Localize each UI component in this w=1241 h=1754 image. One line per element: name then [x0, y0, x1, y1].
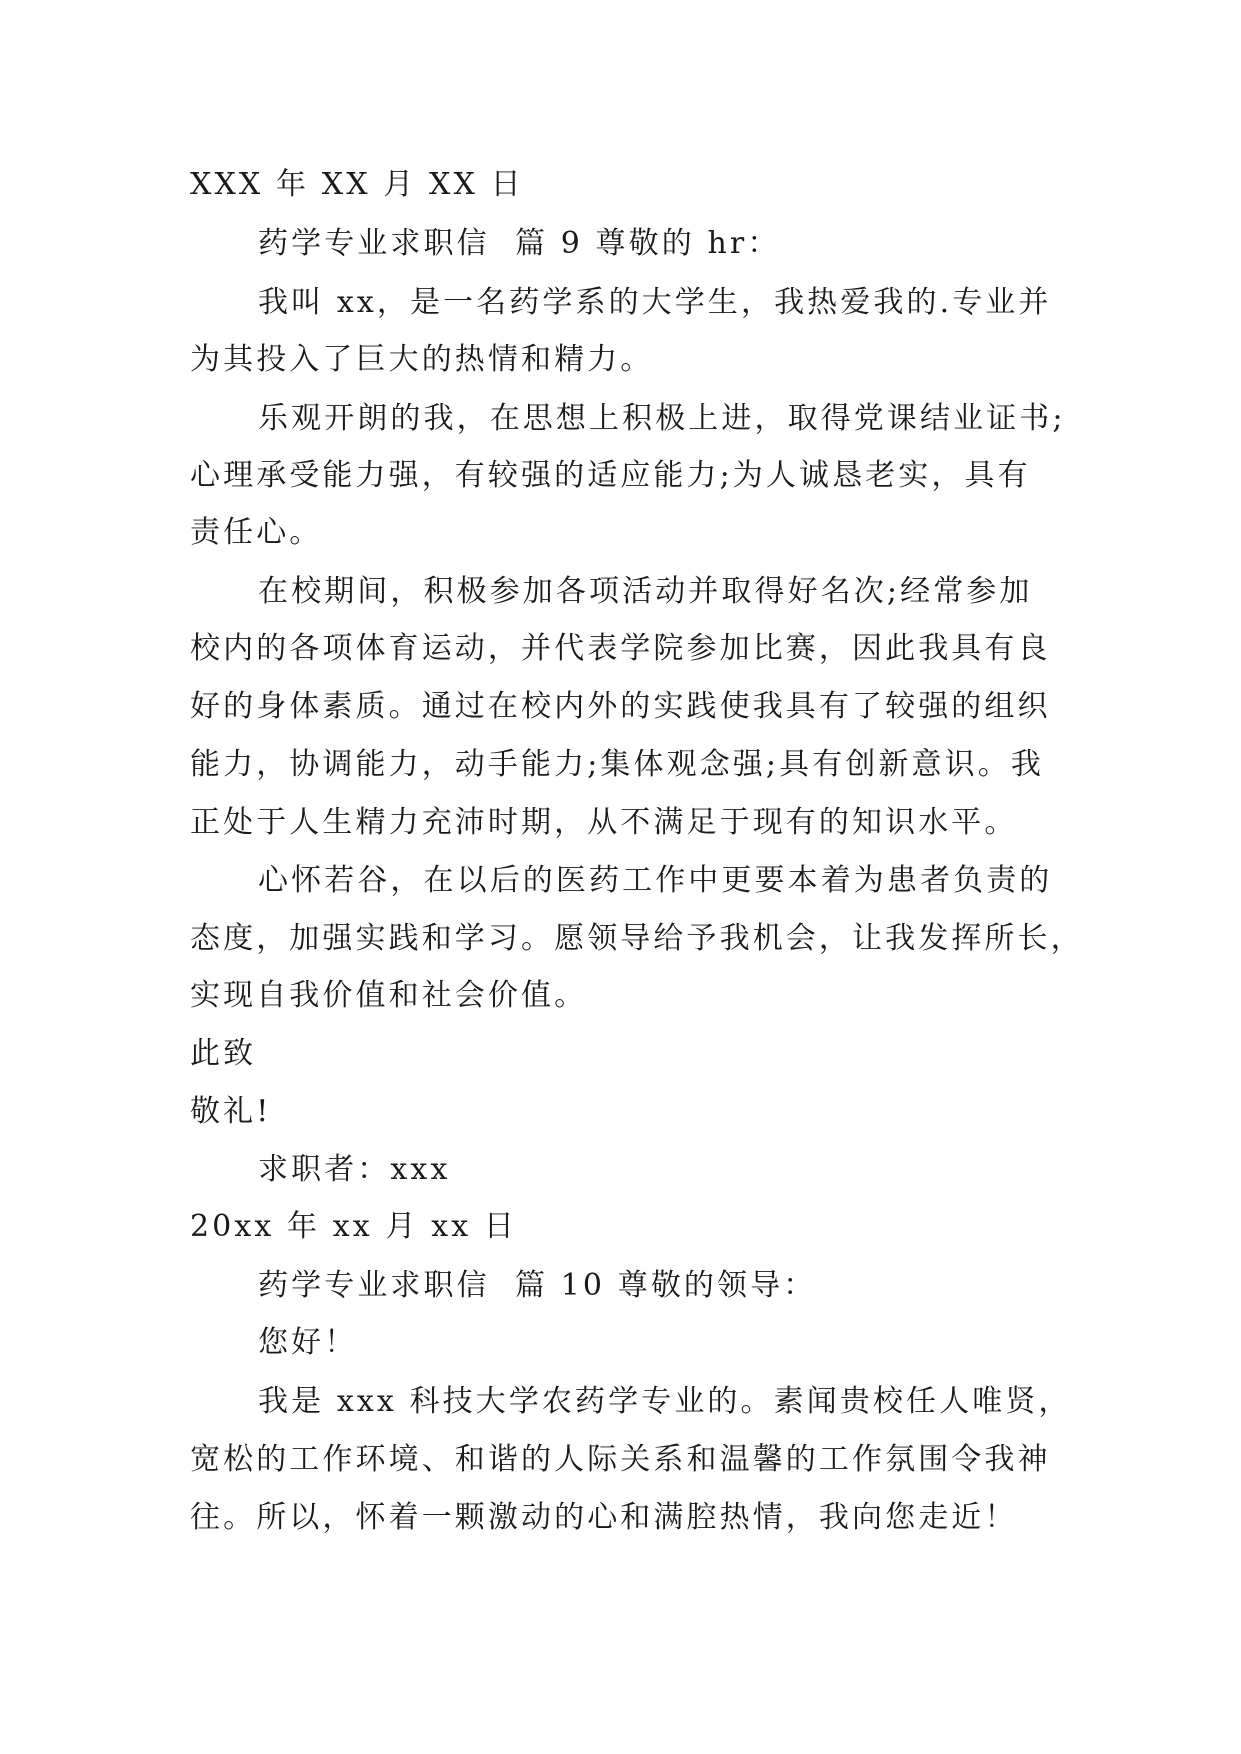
signature-date: 20xx 年 xx 月 xx 日 [190, 1209, 517, 1244]
paragraph-line: 心理承受能力强，有较强的适应能力;为人诚恳老实，具有 [190, 458, 1031, 493]
closing-salute: 敬礼! [190, 1094, 272, 1129]
signature-line: 求职者：xxx [258, 1152, 451, 1187]
paragraph-line: 责任心。 [190, 515, 323, 550]
date-line: XXX 年 XX 月 XX 日 [190, 167, 524, 202]
paragraph-line: 好的身体素质。通过在校内外的实践使我具有了较强的组织 [190, 689, 1051, 724]
paragraph-line: 我是 xxx 科技大学农药学专业的。素闻贵校任人唯贤， [258, 1384, 1072, 1419]
paragraph-line: 能力，协调能力，动手能力;集体观念强;具有创新意识。我 [190, 747, 1044, 782]
closing-line: 此致 [190, 1036, 257, 1071]
paragraph-line: 往。所以，怀着一颗激动的心和满腔热情，我向您走近！ [190, 1500, 1018, 1535]
paragraph-line: 在校期间，积极参加各项活动并取得好名次;经常参加 [258, 574, 1033, 609]
paragraph-line: 心怀若谷，在以后的医药工作中更要本着为患者负责的 [258, 863, 1053, 898]
paragraph-line: 实现自我价值和社会价值。 [190, 978, 588, 1013]
greeting-line: 您好！ [258, 1325, 358, 1360]
paragraph-line: 我叫 xx，是一名药学系的大学生，我热爱我的.专业并 [258, 285, 1052, 320]
paragraph-line: 正处于人生精力充沛时期，从不满足于现有的知识水平。 [190, 805, 1018, 840]
paragraph-line: 乐观开朗的我，在思想上积极上进，取得党课结业证书; [258, 401, 1066, 436]
paragraph-line: 校内的各项体育运动，并代表学院参加比赛，因此我具有良 [190, 631, 1051, 666]
letter-9-heading: 药学专业求职信 篇 9 尊敬的 hr： [258, 226, 781, 261]
letter-10-heading: 药学专业求职信 篇 10 尊敬的领导： [258, 1268, 817, 1303]
paragraph-line: 为其投入了巨大的热情和精力。 [190, 342, 654, 377]
paragraph-line: 宽松的工作环境、和谐的人际关系和温馨的工作氛围令我神 [190, 1442, 1051, 1477]
paragraph-line: 态度，加强实践和学习。愿领导给予我机会，让我发挥所长， [190, 921, 1084, 956]
